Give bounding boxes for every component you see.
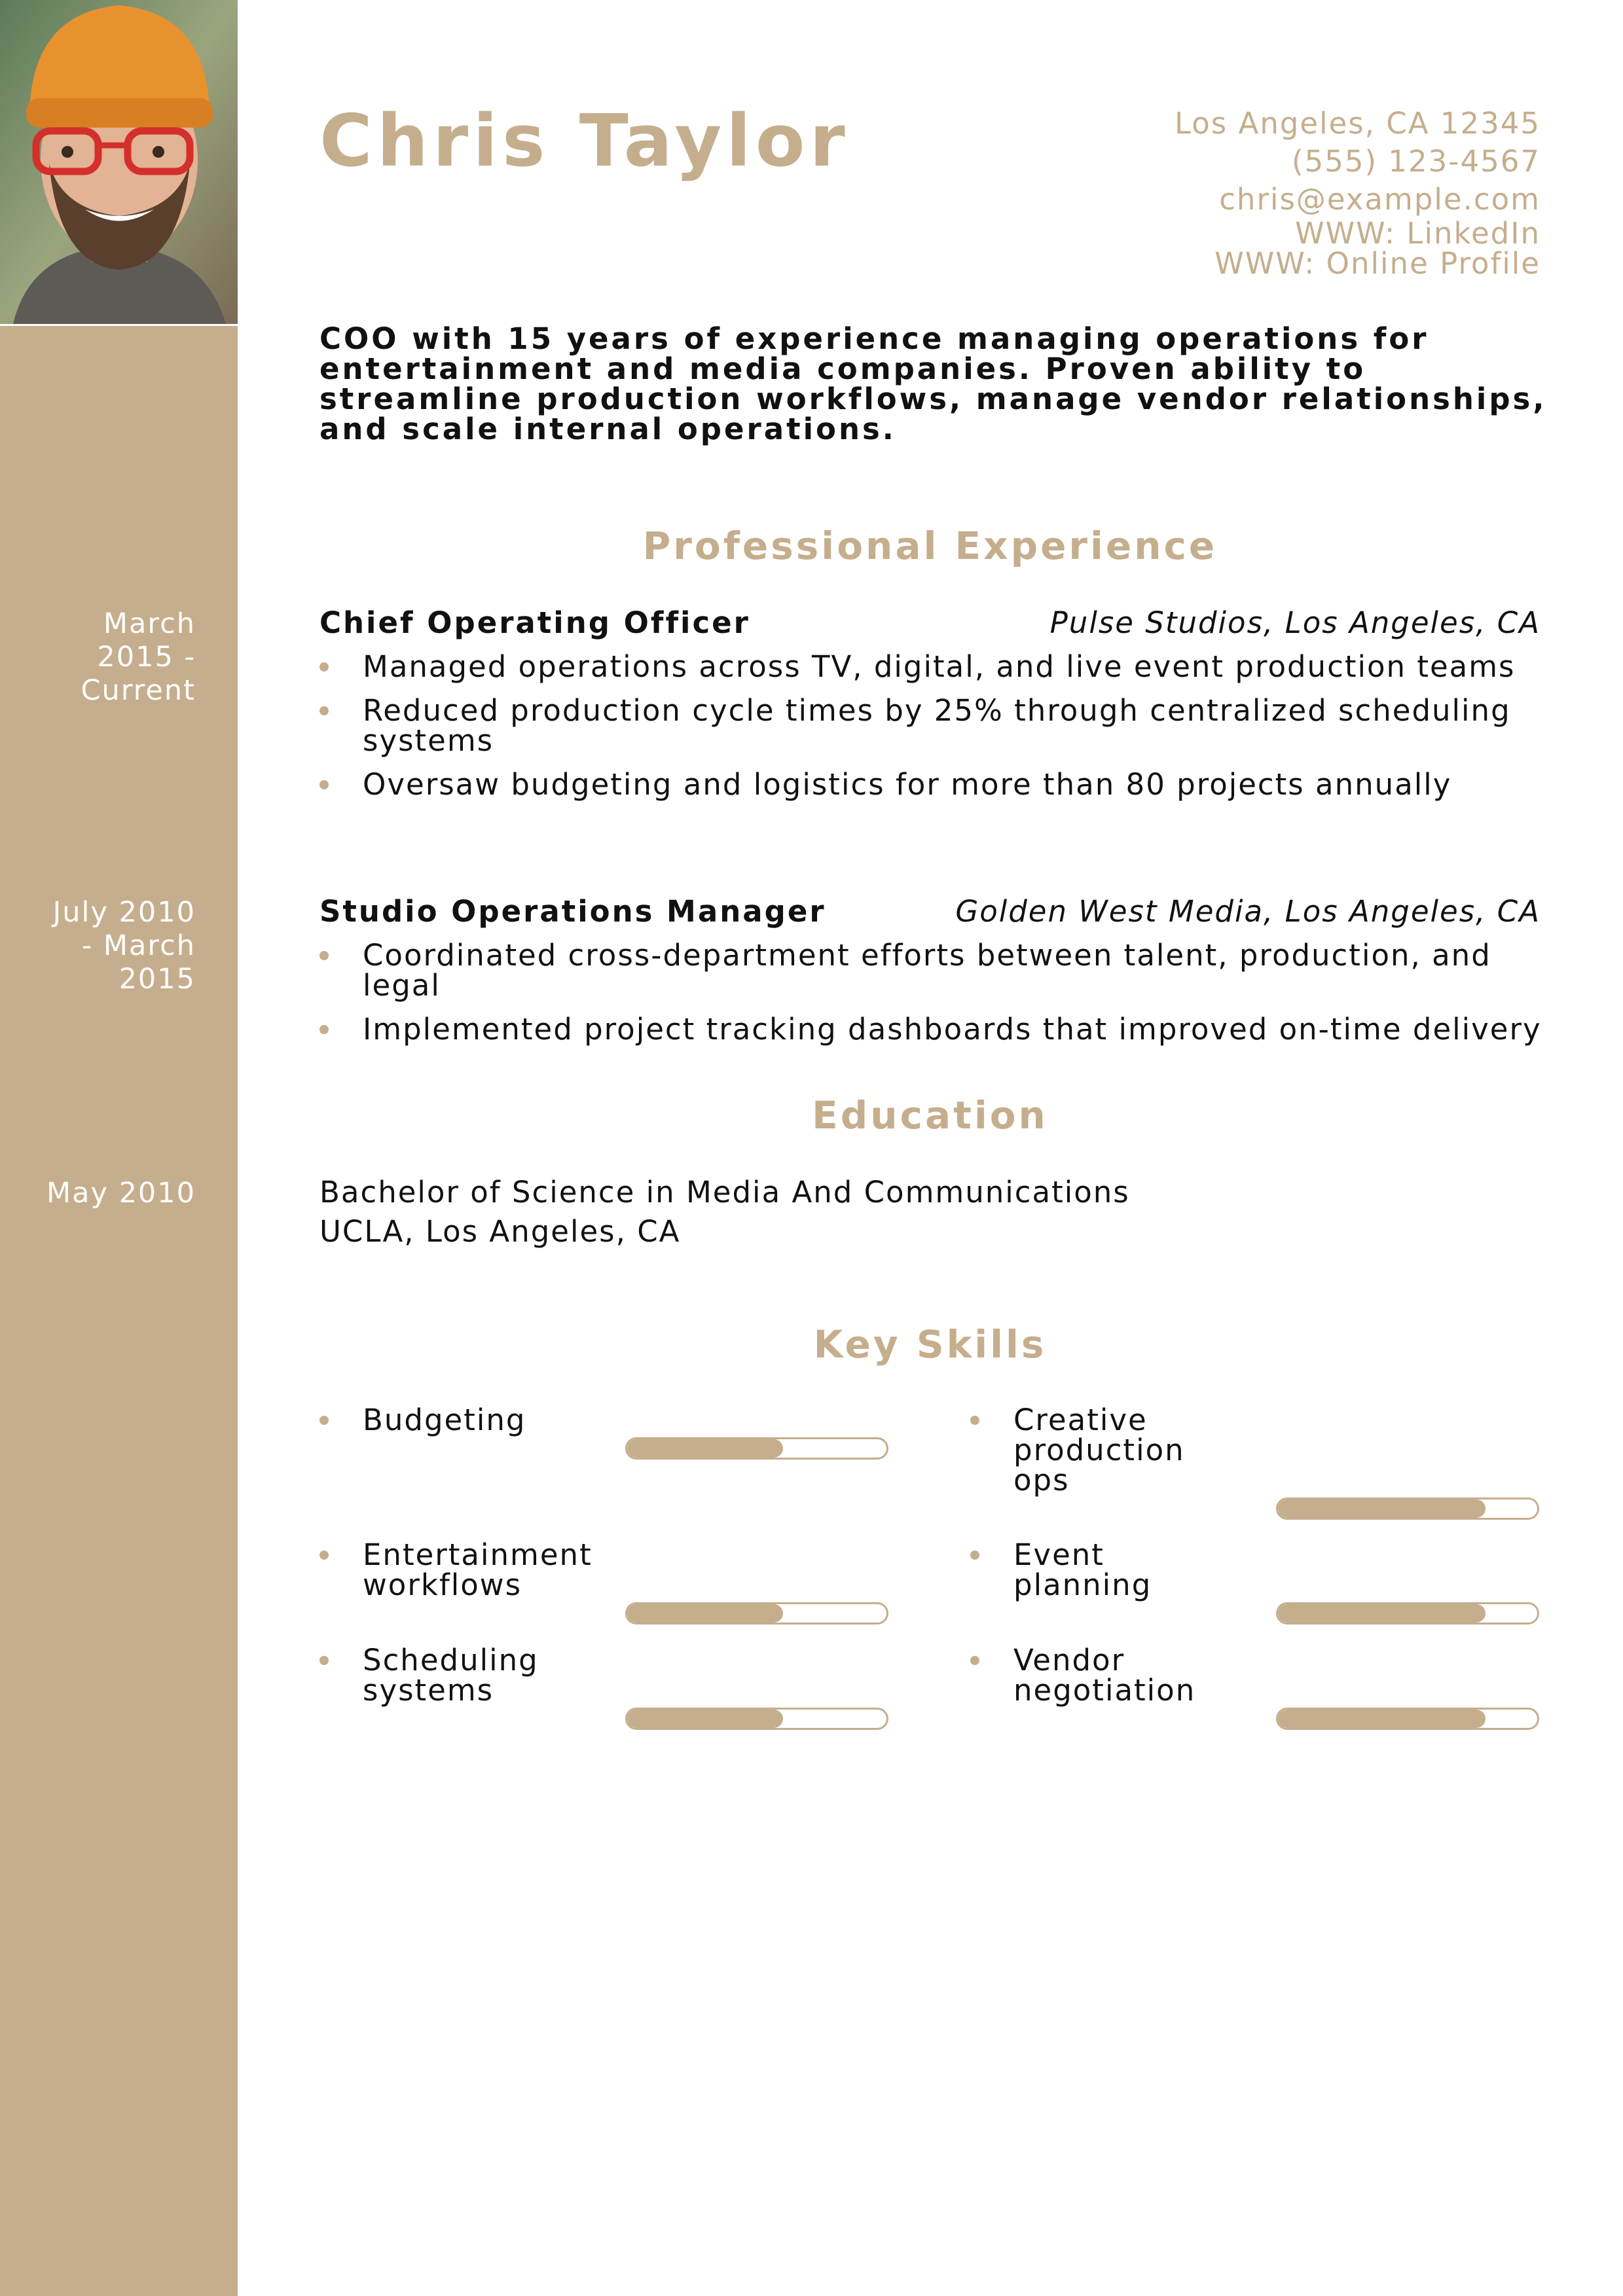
bullet-icon [319, 951, 329, 960]
bullet-icon [319, 1025, 329, 1034]
job-1-company: Pulse Studios, Los Angeles, CA [1049, 605, 1541, 640]
education-date: May 2010 [46, 1177, 196, 1210]
skill-level-fill [627, 1439, 783, 1458]
contact-profile[interactable]: WWW: Online Profile [1214, 246, 1541, 281]
skill-level-bar [1276, 1498, 1539, 1520]
skill-label: Budgeting [363, 1403, 526, 1437]
skill-level-bar [625, 1708, 888, 1730]
bullet-icon [319, 1656, 329, 1665]
skill-level-bar [625, 1437, 888, 1460]
skill-level-fill [627, 1710, 783, 1728]
candidate-name: Chris Taylor [319, 99, 850, 183]
contact-email[interactable]: chris@example.com [1219, 182, 1541, 217]
skills-heading: Key Skills [813, 1322, 1047, 1367]
contact-address: Los Angeles, CA 12345 [1174, 106, 1541, 141]
contact-linkedin[interactable]: WWW: LinkedIn [1295, 216, 1541, 251]
list-item: Coordinated cross-department efforts between talent, production, and legal [319, 941, 1550, 1001]
job-2-dates: July 2010 - March 2015 [52, 896, 196, 996]
bullet-icon [970, 1416, 979, 1425]
experience-heading: Professional Experience [642, 524, 1218, 568]
education-school: UCLA, Los Angeles, CA [319, 1214, 681, 1249]
bullet-icon [970, 1656, 979, 1665]
skill-level-fill [1278, 1710, 1486, 1728]
skill-level-fill [627, 1604, 783, 1623]
job-2-company: Golden West Media, Los Angeles, CA [955, 894, 1541, 929]
job-1-bullets [319, 649, 1550, 814]
skill-label: Event planning [1013, 1537, 1152, 1602]
skill-level-fill [1278, 1499, 1486, 1518]
skill-level-bar [1276, 1708, 1539, 1730]
skill-level-bar [625, 1602, 888, 1624]
list-item: Implemented project tracking dashboards that improved on-time delivery [319, 1014, 1550, 1045]
skill-level-fill [1278, 1604, 1486, 1623]
list-item: Managed operations across TV, digital, and live event production teams [319, 652, 1550, 682]
bullet-icon [319, 706, 329, 715]
job-1-dates: March 2015 - Current [81, 607, 196, 707]
person-portrait-icon [0, 0, 238, 324]
contact-info [1175, 105, 1541, 279]
contact-phone: (555) 123-4567 [1292, 144, 1541, 179]
job-2-bullets [319, 938, 1550, 1058]
bullet-icon [970, 1551, 979, 1560]
skill-label: Entertainment workflows [363, 1537, 593, 1602]
job-1-title: Chief Operating Officer [319, 605, 750, 640]
bullet-icon [319, 1416, 329, 1425]
list-item: Oversaw budgeting and logistics for more than 80 projects annually [319, 770, 1550, 800]
skill-label: Vendor negotiation [1013, 1643, 1196, 1708]
job-2-title: Studio Operations Manager [319, 894, 826, 929]
bullet-icon [319, 780, 329, 789]
profile-photo [0, 0, 238, 324]
skill-label: Creative production ops [1013, 1403, 1185, 1498]
skill-label: Scheduling systems [363, 1643, 539, 1708]
education-degree: Bachelor of Science in Media And Communications [319, 1175, 1130, 1210]
list-item: Reduced production cycle times by 25% through centralized scheduling systems [319, 696, 1550, 756]
bullet-icon [319, 662, 329, 672]
skill-level-bar [1276, 1602, 1539, 1624]
education-heading: Education [812, 1093, 1048, 1138]
professional-summary: COO with 15 years of experience managing operations for entertainment and media companies. Proven ability to streamline production workflows, manage vendor relationships, and scale internal operations. [319, 321, 1547, 446]
bullet-icon [319, 1551, 329, 1560]
